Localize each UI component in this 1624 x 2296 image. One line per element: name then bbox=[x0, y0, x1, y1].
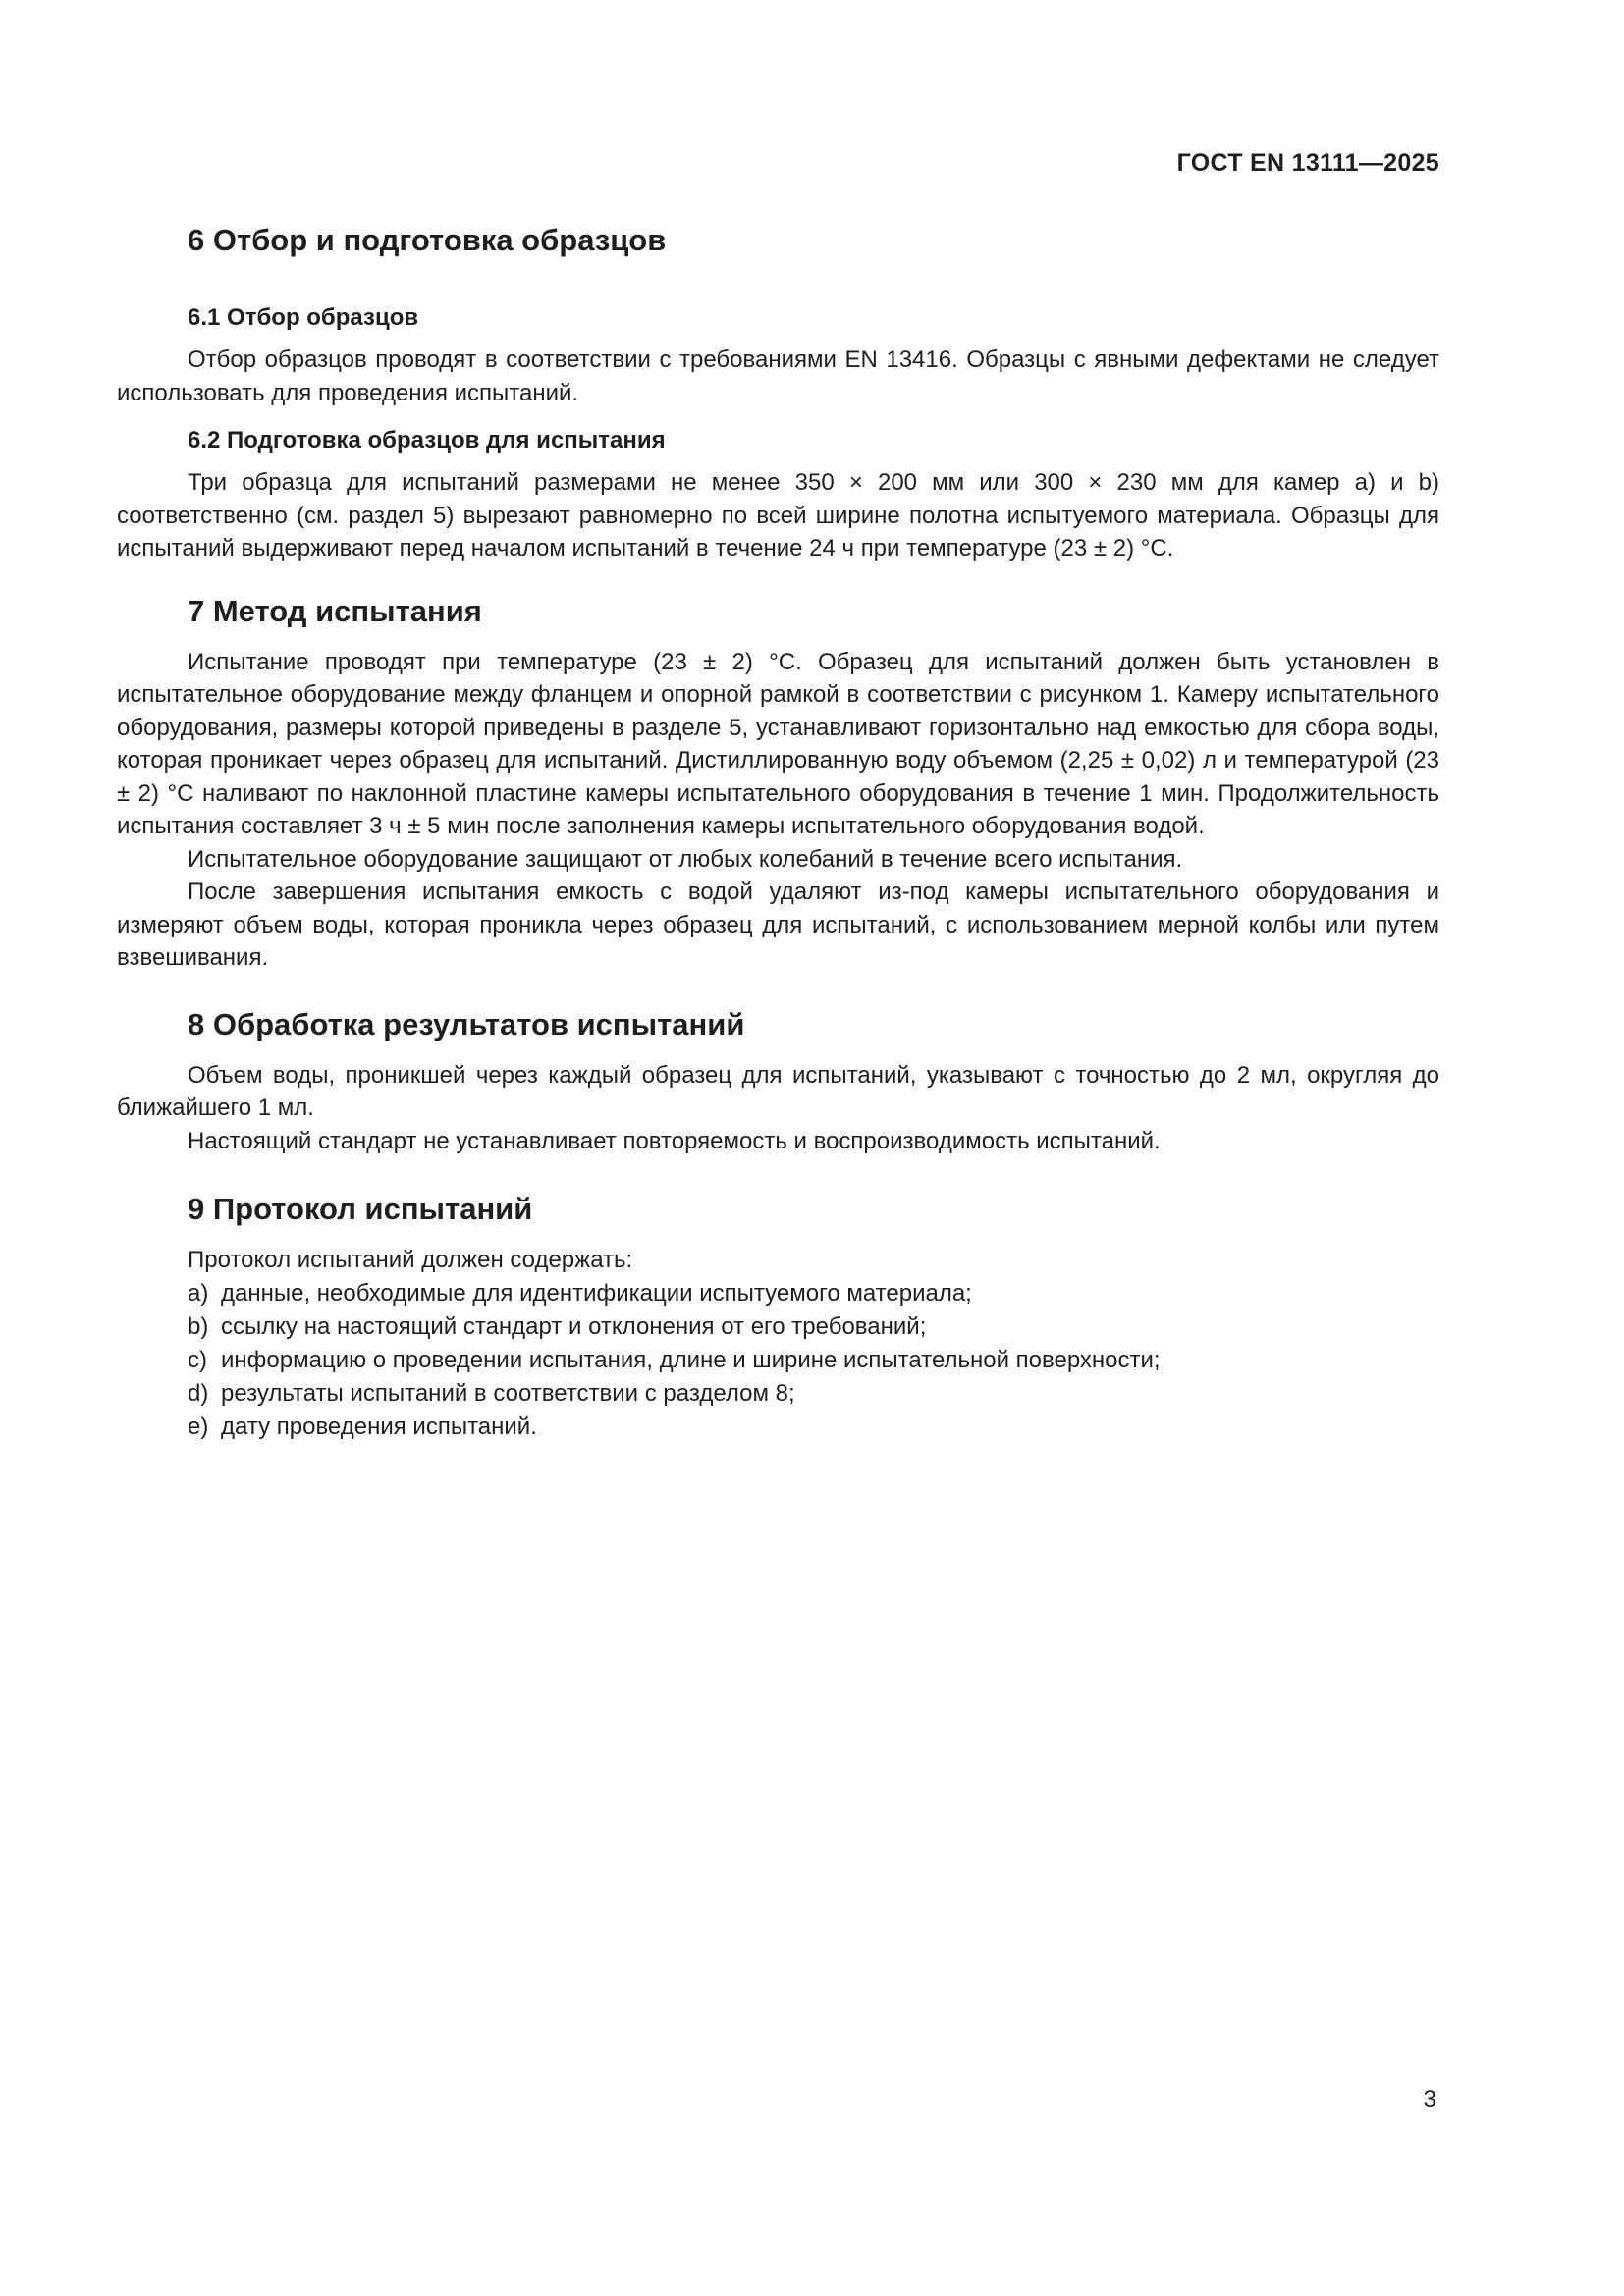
page-number: 3 bbox=[1423, 2086, 1436, 2112]
list-item-text: результаты испытаний в соответствии с разделом 8; bbox=[221, 1379, 795, 1407]
section-6-1-text: Отбор образцов проводят в соответствии с требованиями EN 13416. Образцы с явными дефектами не следует использовать для проведения испытаний. bbox=[117, 347, 1439, 406]
section-8-paragraph-1: Объем воды, проникшей через каждый образец для испытаний, указывают с точностью до 2 мл, округляя до ближайшего 1 мл. bbox=[117, 1061, 1439, 1121]
page-content bbox=[117, 222, 1439, 1444]
section-6-2-text: Три образца для испытаний размерами не менее 350 × 200 мм или 300 × 230 мм для камер a) и b) соответственно (см. раздел 5) вырезают равномерно по всей ширине полотна испытуемого материала. Образцы для испытаний выдерживают перед началом испытаний в течение 24 ч при температуре (23 ± 2) °С. bbox=[117, 469, 1439, 561]
section-7-paragraph-1: Испытание проводят при температуре (23 ± 2) °С. Образец для испытаний должен быть установлен в испытательное оборудование между фланцем и опорной рамкой в соответствии с рисунком 1. Камеру испытательного оборудования, размеры которой приведены в разделе 5, устанавливают горизонтально над емкостью для сбора воды, которая проникает через образец для испытаний. Дистиллированную воду объемом (2,25 ± 0,02) л и температурой (23 ± 2) °С наливают по наклонной пластине камеры испытательного оборудования в течение 1 мин. Продолжительность испытания составляет 3 ч ± 5 мин после заполнения камеры испытательного оборудования водой. bbox=[117, 648, 1439, 839]
list-item bbox=[117, 1344, 1439, 1377]
section-7-heading: 7 Метод испытания bbox=[188, 593, 482, 628]
section-7-paragraph-2: Испытательное оборудование защищают от любых колебаний в течение всего испытания. bbox=[188, 845, 1183, 873]
section-6-2-heading: 6.2 Подготовка образцов для испытания bbox=[188, 427, 666, 454]
section-6-heading: 6 Отбор и подготовка образцов bbox=[188, 223, 667, 257]
list-item bbox=[117, 1310, 1439, 1344]
list-item bbox=[117, 1277, 1439, 1310]
list-marker: e) bbox=[188, 1413, 209, 1440]
list-item-text: данные, необходимые для идентификации испытуемого материала; bbox=[221, 1279, 972, 1307]
list-item-text: ссылку на настоящий стандарт и отклонения от его требований; bbox=[221, 1312, 927, 1340]
list-item bbox=[117, 1411, 1439, 1444]
list-marker: d) bbox=[188, 1379, 209, 1407]
list-item-text: информацию о проведении испытания, длине и ширине испытательной поверхности; bbox=[221, 1346, 1161, 1373]
list-marker: b) bbox=[188, 1312, 209, 1340]
section-8-heading: 8 Обработка результатов испытаний bbox=[188, 1006, 745, 1041]
document-code-header: ГОСТ EN 13111—2025 bbox=[1176, 149, 1439, 177]
list-item-text: дату проведения испытаний. bbox=[221, 1413, 537, 1440]
section-9-heading: 9 Протокол испытаний bbox=[188, 1192, 533, 1226]
list-item bbox=[117, 1377, 1439, 1411]
protocol-contents-list bbox=[117, 1277, 1439, 1444]
list-marker: a) bbox=[188, 1279, 209, 1307]
section-9-intro: Протокол испытаний должен содержать: bbox=[188, 1247, 633, 1273]
section-7-paragraph-3: После завершения испытания емкость с водой удаляют из-под камеры испытательного оборудования и измеряют объем воды, которая проникла через образец для испытаний, с использованием мерной колбы или путем взвешивания. bbox=[117, 879, 1439, 971]
list-marker: c) bbox=[188, 1346, 207, 1373]
section-8-paragraph-2: Настоящий стандарт не устанавливает повторяемость и воспроизводимость испытаний. bbox=[188, 1127, 1161, 1154]
section-6-1-heading: 6.1 Отбор образцов bbox=[188, 304, 419, 331]
